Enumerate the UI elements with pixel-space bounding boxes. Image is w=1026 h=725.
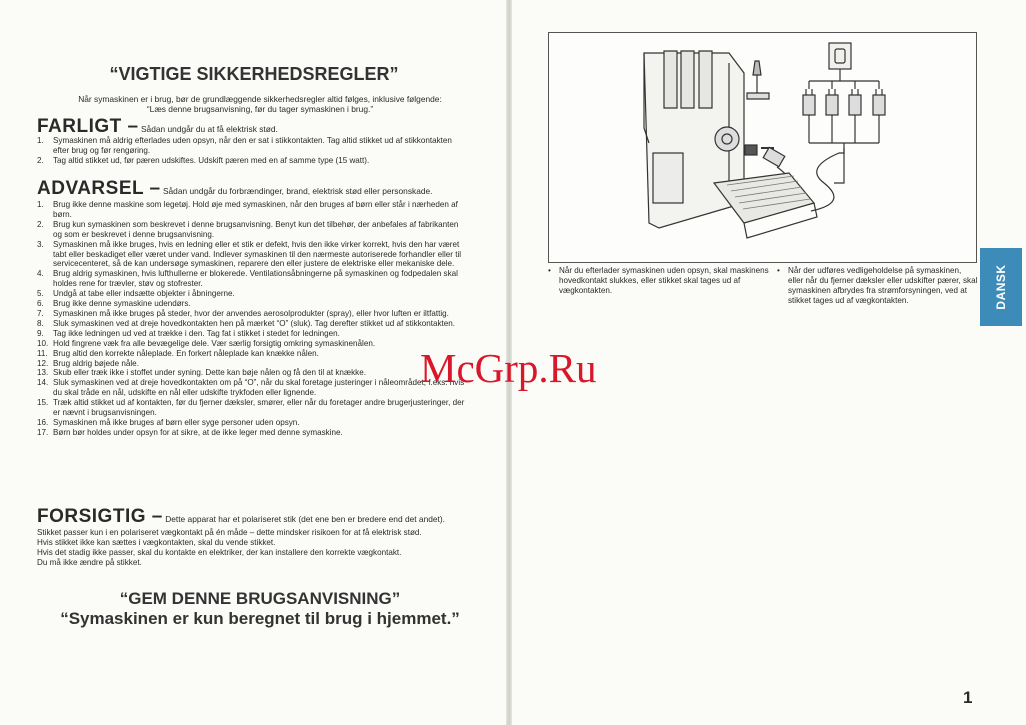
intro-line: Når symaskinen er i brug, bør de grundlæggende sikkerhedsregler altid følges, inklusive følgende: (78, 94, 442, 104)
list-item (37, 299, 469, 309)
list-item (37, 200, 469, 220)
list-item-text: Symaskinen må aldrig efterlades uden opsyn, når den er sat i stikkontakten. Tag altid stikket ud af stikkontakten efter brug og før rengøring. (53, 136, 452, 155)
bullet-maintenance-text: Når der udføres vedligeholdelse på symaskinen, eller når du fjerner dæksler eller udskifter pærer, skal symaskinen afbrydes fra strømforsyningen, ved at stikket tages ud af vægkontakten. (788, 266, 978, 305)
list-item-text: Brug aldrig symaskinen, hvis lufthullerne er blokerede. Ventilationsåbningerne på symaskinen og fodpedalen skal holdes rene for trævler, støv og stofrester. (53, 269, 458, 289)
watermark: McGrp.Ru (420, 345, 597, 391)
list-item-number: 9. (37, 328, 44, 338)
footer-keep-manual: “GEM DENNE BRUGSANVISNING” (119, 589, 401, 608)
bullet-unattended-text: Når du efterlader symaskinen uden opsyn, skal maskinens hovedkontakt slukkes, eller stikket skal tages ud af vægkontakten. (559, 266, 769, 295)
farligt-subtitle: Sådan undgår du at få elektrisk stød. (140, 124, 278, 134)
advarsel-subtitle: Sådan undgår du forbrændinger, brand, elektrisk stød eller personskade. (162, 186, 433, 196)
list-item-text: Tag ikke ledningen ud ved at trække i den. Tag fat i stikket i stedet for ledningen. (53, 328, 340, 338)
forsigtig-line: Du må ikke ændre på stikket. (37, 557, 142, 567)
list-item-number: 6. (37, 299, 44, 309)
bullet-dot-icon: • (548, 266, 551, 275)
list-item (37, 428, 469, 438)
farligt-list (37, 136, 469, 166)
list-item (37, 329, 469, 339)
illustration-drawing (549, 33, 976, 262)
forsigtig-heading-row (37, 506, 445, 528)
list-item-text: Brug ikke denne symaskine udendørs. (53, 299, 191, 309)
list-item-number: 10. (37, 338, 49, 348)
advarsel-heading-row (37, 178, 433, 200)
forsigtig-subtitle: Dette apparat har et polariseret stik (det ene ben er bredere end det andet). (165, 514, 445, 524)
forsigtig-line: Hvis det stadig ikke passer, skal du kontakte en elektriker, der kan installere den korrekte vægkontakt. (37, 547, 402, 557)
list-item-number: 4. (37, 269, 44, 279)
language-tab (980, 248, 1022, 326)
list-item-number: 1. (37, 136, 44, 145)
list-item-number: 12. (37, 358, 49, 368)
language-tab-label: DANSK (994, 264, 1008, 310)
list-item-text: Sluk symaskinen ved at dreje hovedkontakten hen på mærket “O” (sluk). Tag derefter stikket ud af stikkontakten. (53, 318, 456, 328)
list-item-number: 1. (37, 200, 44, 209)
list-item-number: 2. (37, 155, 44, 165)
list-item (37, 319, 469, 329)
list-item (37, 418, 469, 428)
list-item (37, 136, 469, 156)
advarsel-list (37, 200, 469, 438)
list-item-number: 7. (37, 308, 44, 318)
list-item-text: Brug altid den korrekte nåleplade. En forkert nåleplade kan knække nålen. (53, 348, 319, 358)
list-item (37, 339, 469, 349)
list-item-number: 13. (37, 368, 49, 378)
bullet-dot-icon: • (777, 266, 780, 275)
list-item (37, 240, 469, 270)
list-item (37, 220, 469, 240)
list-item-text: Hold fingrene væk fra alle bevægelige dele. Vær særlig forsigtig omkring symaskinenålen. (53, 338, 376, 348)
list-item-number: 15. (37, 398, 49, 408)
list-item (37, 309, 469, 319)
list-item (37, 378, 469, 398)
list-item-text: Brug kun symaskinen som beskrevet i denne brugsanvisning. Benyt kun det tilbehør, der anbefales af fabrikanten og som er beskrevet i denne brugsanvisning. (53, 219, 459, 239)
bullet-maintenance (777, 266, 978, 306)
advarsel-heading: ADVARSEL – (37, 178, 161, 199)
intro-text (60, 94, 460, 114)
list-item-number: 5. (37, 289, 44, 299)
farligt-heading-row (37, 116, 278, 138)
list-item-number: 8. (37, 318, 44, 328)
list-item-text: Skub eller træk ikke i stoffet under syning. Dette kan bøje nålen og få den til at knække. (53, 368, 366, 378)
list-item-number: 16. (37, 417, 49, 427)
list-item (37, 349, 469, 359)
page-title: “VIGTIGE SIKKERHEDSREGLER” (109, 64, 399, 84)
list-item-number: 11. (37, 348, 48, 358)
forsigtig-line: Stikket passer kun i en polariseret vægkontakt på én måde – dette mindsker risikoen for at få elektrisk stød. (37, 528, 422, 537)
list-item-text: Tag altid stikket ud, før pæren udskiftes. Udskift pæren med en af samme type (15 watt). (53, 155, 370, 165)
list-item (37, 398, 469, 418)
bullet-unattended (548, 266, 769, 296)
page-number: 1 (963, 688, 973, 707)
list-item-number: 3. (37, 239, 44, 249)
machine-illustration (548, 32, 977, 263)
list-item-text: Brug ikke denne maskine som legetøj. Hold øje med symaskinen, når den bruges af børn eller står i nærheden af børn. (53, 200, 458, 219)
list-item-text: Sluk symaskinen ved at dreje hovedkontakten om på “O”, når du skal foretage justeringer i nåleområdet, f.eks. hvis du skal tråde en nål, udskifte en nål eller udskifte trykfoden eller lignende. (53, 378, 465, 398)
forsigtig-text (37, 528, 472, 568)
list-item-text: Symaskinen må ikke bruges af børn eller syge personer uden opsyn. (53, 417, 300, 427)
list-item-number: 2. (37, 219, 44, 229)
list-item-number: 17. (37, 427, 49, 437)
intro-line: “Læs denne brugsanvisning, før du tager symaskinen i brug.” (146, 104, 374, 114)
forsigtig-line: Hvis stikket ikke kan sættes i vægkontakten, skal du vende stikket. (37, 537, 276, 547)
list-item-text: Symaskinen må ikke bruges på steder, hvor der anvendes aerosolprodukter (spray), eller hvor luften er iltfattig. (53, 308, 449, 318)
farligt-heading: FARLIGT – (37, 116, 139, 137)
list-item-text: Brug aldrig bøjede nåle. (53, 358, 139, 368)
list-item (37, 359, 469, 369)
list-item-text: Børn bør holdes under opsyn for at sikre, at de ikke leger med denne symaskine. (53, 427, 343, 437)
list-item-text: Symaskinen må ikke bruges, hvis en ledning eller et stik er defekt, hvis den ikke virker korrekt, hvis den har været tabt eller beskadiget eller været under vand. Indlever symaskinen til den nærmeste autoriserede forhandler eller til servicecenteret, så de kan undersøge symaskinen, reparere den eller justere de elektriske eller mekaniske dele. (53, 239, 462, 269)
footer-household-use: “Symaskinen er kun beregnet til brug i hjemmet.” (60, 609, 460, 628)
list-item-text: Undgå at tabe eller indsætte objekter i åbningerne. (53, 289, 235, 299)
list-item (37, 156, 469, 166)
list-item-text: Træk altid stikket ud af kontakten, før du fjerner dæksler, smører, eller når du foretager andre brugerjusteringer, der er nævnt i brugsanvisningen. (53, 398, 465, 418)
list-item (37, 269, 469, 289)
list-item-number: 14. (37, 378, 49, 388)
forsigtig-heading: FORSIGTIG – (37, 506, 163, 527)
list-item (37, 368, 469, 378)
list-item (37, 289, 469, 299)
